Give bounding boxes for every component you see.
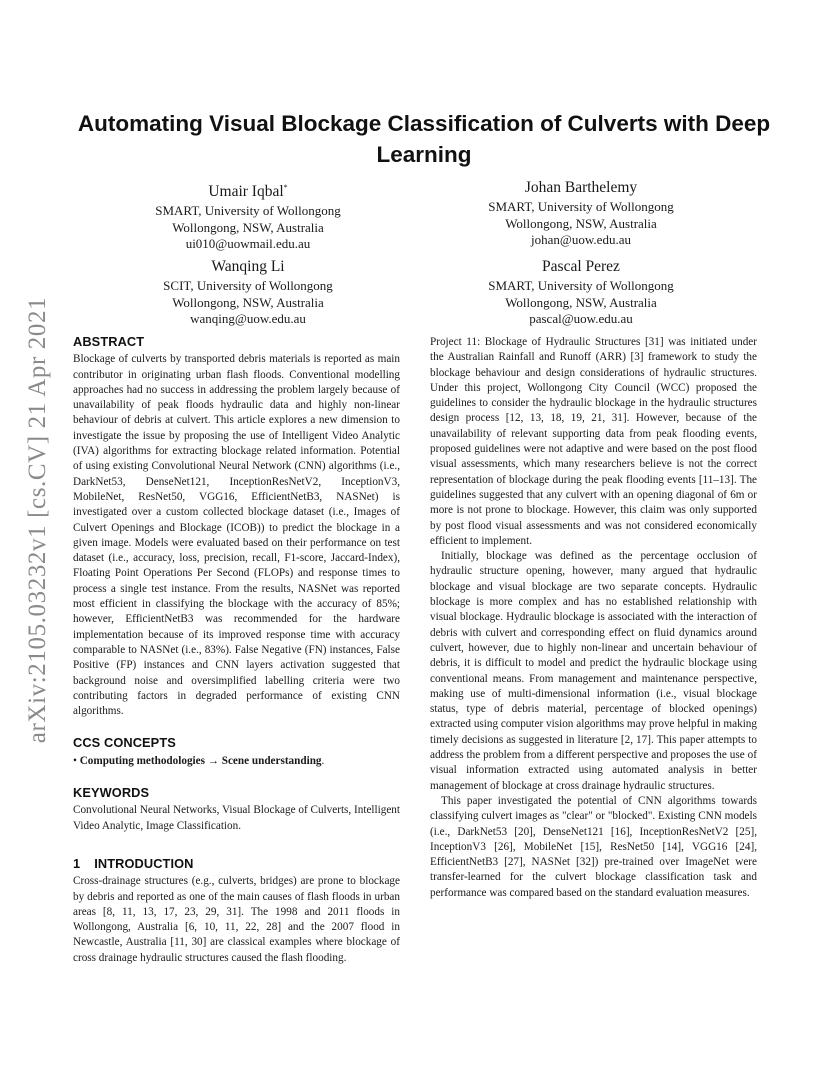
ccs-concept-text: Computing methodologies → Scene understanding xyxy=(79,754,322,767)
author-email[interactable]: ui010@uowmail.edu.au xyxy=(185,236,311,252)
ccs-heading: CCS CONCEPTS xyxy=(73,735,176,751)
author-location: Wollongong, NSW, Australia xyxy=(172,294,324,310)
ccs-concepts: • Computing methodologies → Scene understanding. xyxy=(73,754,325,767)
abstract-heading: ABSTRACT xyxy=(73,334,145,349)
intro-paragraph: Cross-drainage structures (e.g., culverts, bridges) are prone to blockage by debris and reported as one of the main causes of flash floods in urban areas [8, 11, 13, 17, 23, 29, 31]. The 1998 and 2011 floods in Wollongong, Australia [6, 10, 11, 22, 28] and the 2007 flood in Newcastle, Australia [11, 30] are classical examples where blockage of cross drainage hydraulic structures caused the flash flooding. xyxy=(73,875,400,964)
author-name: Umair Iqbal* xyxy=(208,183,288,201)
author-block xyxy=(451,178,711,249)
author-name: Johan Barthelemy xyxy=(524,179,638,196)
author-email[interactable]: wanqing@uow.edu.au xyxy=(190,311,306,326)
author-block xyxy=(118,178,378,253)
author-email[interactable]: johan@uow.edu.au xyxy=(531,232,631,247)
author-footnote-mark: * xyxy=(283,183,288,192)
author-block xyxy=(118,257,378,328)
keywords-text: Convolutional Neural Networks, Visual Blockage of Culverts, Intelligent Video Analytic, Image Classification. xyxy=(73,804,400,832)
author-affiliation: SMART, University of Wollongong xyxy=(488,199,674,214)
author-affiliation: SMART, University of Wollongong xyxy=(488,278,674,293)
right-column xyxy=(430,335,757,901)
keywords-heading: KEYWORDS xyxy=(73,785,150,801)
author-name: Wanqing Li xyxy=(211,258,285,275)
author-affiliation: SMART, University of Wollongong xyxy=(155,203,341,219)
intro-paragraph: Project 11: Blockage of Hydraulic Structures [31] was initiated under the Australian Rainfall and Runoff (ARR) [3] framework to study the blockage behaviour and design considerations of hydraulic structures. Under this project, Wollongong City Council (WCC) proposed the guidelines to consider the hydraulic blockage in the hydraulic structures design process [12, 13, 18, 19, 21, 31]. However, because of the unavailability of relevant supporting data from peak flooding events, proposed guidelines were not adaptive and were based on the post flood visual assessments, which many researchers believe is not the correct representation of blockage during the peak flooding events [11–13]. The guidelines suggested that any culvert with an opening diagonal of 6m or more is not prone to blockage. However, this claim was only supported by post flood visual assessments and was not considered economically efficient to implement. xyxy=(430,336,757,547)
left-column xyxy=(73,334,400,966)
section-number: 1 xyxy=(73,855,81,871)
arxiv-stamp: arXiv:2105.03232v1 [cs.CV] 21 Apr 2021 xyxy=(24,296,51,744)
author-location: Wollongong, NSW, Australia xyxy=(505,294,657,310)
paper-title: Automating Visual Blockage Classification of Culverts with Deep Learning xyxy=(77,111,771,167)
author-affiliation: SCIT, University of Wollongong xyxy=(163,278,333,293)
author-location: Wollongong, NSW, Australia xyxy=(172,219,324,235)
ccs-bullet: • xyxy=(73,754,77,767)
intro-heading: 1 INTRODUCTION xyxy=(73,855,194,871)
author-email[interactable]: pascal@uow.edu.au xyxy=(529,311,633,326)
author-name: Pascal Perez xyxy=(542,258,620,275)
intro-paragraph: Initially, blockage was defined as the percentage occlusion of hydraulic structure opening, however, many argued that hydraulic blockage and visual blockage are two separate concepts. Hydraulic blockage is more complex and has no established relationship with visual blockage. Hydraulic blockage is associated with the interaction of debris with culvert and corresponding effect on fluid dynamics around culvert, however, due to highly non-linear and uncertain behaviour of debris, it is difficult to model and predict the hydraulic blockage using conventional means. From management and maintenance perspective, making use of multi-dimensional information (i.e., visual blockage status, type of debris material, percentage of blocked openings) extracted using computer vision algorithms may prove helpful in making timely decisions as suggested in literature [2, 17]. This paper attempts to address the problem from a different perspective and proposes the use of visual information extracted using automated analysis in better management of blockage at cross drainage hydraulic structures. xyxy=(430,550,757,792)
author-block xyxy=(451,257,711,328)
abstract-text: Blockage of culverts by transported debris materials is reported as main contributor in originating urban flash floods. Conventional modelling approaches had no success in addressing the problem largely because of unavailability of peak floods hydraulic data and highly non-linear behaviour of debris at culvert. This article explores a new dimension to investigate the issue by proposing the use of Intelligent Video Analytic (IVA) algorithms for extracting blockage related information. Potential of using existing Convolutional Neural Network (CNN) algorithms (i.e., DarkNet53, DenseNet121, InceptionResNetV2, InceptionV3, MobileNet, ResNet50, VGG16, EfficientNetB3, NASNet) is investigated over a custom collected blockage dataset (i.e., Images of Culvert Openings and Blockage (ICOB)) to predict the blockage in a given image. Models were evaluated based on their performance on test dataset (i.e., accuracy, loss, precision, recall, F1-score, Jaccard-Index), Floating Point Operations Per Second (FLOPs) and response times to process a single test instance. From the results, NASNet was reported most efficient in classifying the blockage with the accuracy of 85%; however, EfficientNetB3 was recommended for the hardware implementation because of its improved response time with accuracy comparable to NASNet (i.e., 83%). False Negative (FN) instances, False Positive (FP) instances and CNN layers activation suggested that background noise and oversimplified labelling criteria were two contributing factors in degraded performance of existing CNN algorithms. xyxy=(73,353,400,718)
intro-paragraph: This paper investigated the potential of CNN algorithms towards classifying culvert images as "clear" or "blocked". Existing CNN models (i.e., DarkNet53 [20], DenseNet121 [16], InceptionResNetV2 [25], InceptionV3 [26], MobileNet [15], ResNet50 [14], VGG16 [24], EfficientNetB3 [27], NASNet [32]) pre-trained over ImageNet were transfer-learned for the culvert blockage classification task and performance was compared based on the standard evaluation measures. xyxy=(430,794,757,899)
author-location: Wollongong, NSW, Australia xyxy=(505,215,657,231)
